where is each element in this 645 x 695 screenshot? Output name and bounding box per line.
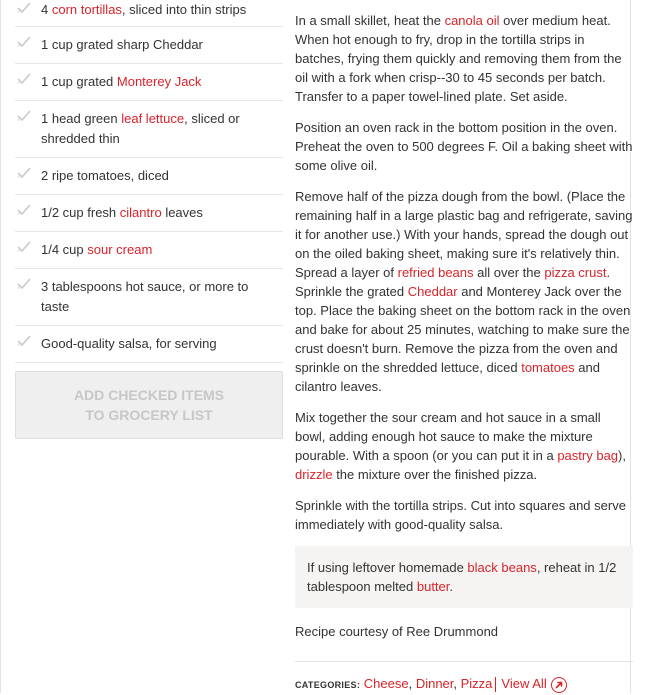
- category-comma: ,: [408, 676, 416, 691]
- ingredient-text: [41, 336, 217, 351]
- ingredient-item[interactable]: [15, 195, 283, 232]
- column-divider-left: [0, 0, 1, 693]
- grocery-button-line2: TO GROCERY LIST: [85, 407, 213, 423]
- text-segment: 1 cup grated: [41, 74, 117, 89]
- ingredient-text: [41, 2, 246, 17]
- category-link[interactable]: Dinner: [415, 676, 454, 691]
- tip-box: [295, 546, 633, 608]
- ingredient-list: [15, 0, 283, 363]
- text-segment: , sliced or shredded thin: [41, 111, 240, 146]
- text-segment: and Monterey Jack over the top. Place the baking sheet on the bottom rack in the oven and bake for about 25 minutes, watching to make sure the crust doesn't burn. Remove the pizza from the oven and sprinkle on the shredded lettuce, diced: [295, 284, 631, 375]
- checkmark-icon[interactable]: [17, 72, 31, 86]
- text-segment: If using leftover homemade: [307, 560, 468, 575]
- recipe-courtesy: Recipe courtesy of Ree Drummond: [295, 624, 499, 639]
- term-link[interactable]: pastry bag: [557, 448, 619, 463]
- ingredient-item[interactable]: [15, 27, 283, 64]
- ingredient-item[interactable]: [15, 326, 283, 363]
- text-segment: over medium heat. When hot enough to fry, drop in the tortilla strips in batches, frying them quickly and removing them from the oil with a fork when crisp--30 to 45 seconds per batch. Transfer to a paper towel-lined plate. Set aside.: [295, 13, 622, 104]
- text-segment: , reheat in 1/2 tablespoon melted: [307, 560, 617, 594]
- text-segment: .: [449, 579, 454, 594]
- view-all-link[interactable]: View All: [501, 676, 547, 691]
- add-to-grocery-list-button[interactable]: [15, 371, 283, 439]
- term-link[interactable]: tomatoes: [521, 360, 575, 375]
- ingredient-link[interactable]: cilantro: [119, 205, 162, 220]
- ingredient-link[interactable]: corn tortillas: [51, 2, 122, 17]
- term-link[interactable]: black beans: [467, 560, 537, 575]
- text-segment: Good-quality salsa, for serving: [41, 336, 217, 351]
- text-segment: all over the: [473, 265, 545, 280]
- text-segment: , sliced into thin strips: [121, 2, 247, 17]
- direction-step: [295, 11, 633, 106]
- checkmark-icon[interactable]: [17, 277, 31, 291]
- ingredient-text: [41, 205, 203, 220]
- direction-step: [295, 496, 633, 534]
- text-segment: 1/2 cup fresh: [41, 205, 120, 220]
- term-link[interactable]: drizzle: [295, 467, 333, 482]
- checkmark-icon[interactable]: [17, 1, 31, 15]
- direction-step: [295, 187, 633, 396]
- grocery-button-line1: ADD CHECKED ITEMS: [73, 387, 225, 403]
- direction-step: [295, 408, 633, 484]
- ingredient-text: [41, 37, 203, 52]
- text-segment: 3 tablespoons hot sauce, or more to taste: [41, 279, 249, 314]
- text-segment: 1 cup grated sharp Cheddar: [41, 37, 203, 52]
- ingredient-item[interactable]: [15, 0, 283, 27]
- text-segment: 4: [41, 2, 52, 17]
- ingredient-item[interactable]: [15, 158, 283, 195]
- checkmark-icon[interactable]: [17, 109, 31, 123]
- ingredient-link[interactable]: sour cream: [87, 242, 153, 257]
- checkmark-icon[interactable]: [17, 334, 31, 348]
- text-segment: In a small skillet, heat the: [295, 13, 445, 28]
- category-link[interactable]: Pizza: [460, 676, 493, 691]
- text-segment: Position an oven rack in the bottom position in the oven. Preheat the oven to 500 degrees F. Oil a baking sheet with some olive oil.: [295, 120, 633, 173]
- arrow-up-right-icon[interactable]: [551, 677, 567, 693]
- text-segment: Mix together the sour cream and hot sauce in a small bowl, adding enough hot sauce to make the mixture pourable. With a spoon (or you can put it in a: [295, 410, 601, 463]
- ingredient-item[interactable]: [15, 232, 283, 269]
- text-segment: leaves: [161, 205, 203, 220]
- ingredient-item[interactable]: [15, 64, 283, 101]
- categories-separator: [495, 677, 496, 692]
- text-segment: and cilantro leaves.: [295, 360, 600, 394]
- term-link[interactable]: canola oil: [444, 13, 500, 28]
- categories-divider: [295, 661, 633, 662]
- category-comma: ,: [453, 676, 461, 691]
- term-link[interactable]: butter: [416, 579, 450, 594]
- categories-row: [295, 674, 633, 695]
- direction-steps: [295, 11, 633, 534]
- text-segment: 2 ripe tomatoes, diced: [41, 168, 169, 183]
- ingredient-text: [41, 74, 201, 89]
- directions-section: [295, 11, 633, 695]
- text-segment: the mixture over the finished pizza.: [332, 467, 538, 482]
- ingredient-item[interactable]: [15, 269, 283, 326]
- text-segment: Remove half of the pizza dough from the bowl. (Place the remaining half in a large plastic bag and refrigerate, saving it for another use.) With your hands, spread the dough out on the oiled baking sheet, making sure it's relatively thin. Spread a layer of: [295, 189, 633, 280]
- ingredient-link[interactable]: leaf lettuce: [121, 111, 185, 126]
- text-segment: ),: [618, 448, 626, 463]
- checkmark-icon[interactable]: [17, 240, 31, 254]
- ingredient-text: [41, 111, 240, 146]
- text-segment: 1/4 cup: [41, 242, 88, 257]
- term-link[interactable]: pizza crust: [544, 265, 607, 280]
- text-segment: 1 head green: [41, 111, 122, 126]
- categories-label: CATEGORIES:: [295, 680, 361, 690]
- category-links: [364, 676, 493, 691]
- ingredients-section: [15, 0, 283, 439]
- ingredient-text: [41, 168, 169, 183]
- text-segment: . Sprinkle the grated: [295, 265, 611, 299]
- ingredient-item[interactable]: [15, 101, 283, 158]
- text-segment: Sprinkle with the tortilla strips. Cut into squares and serve immediately with good-quality salsa.: [295, 498, 626, 532]
- term-link[interactable]: refried beans: [397, 265, 474, 280]
- term-link[interactable]: Cheddar: [407, 284, 458, 299]
- checkmark-icon[interactable]: [17, 203, 31, 217]
- ingredient-text: [41, 242, 152, 257]
- ingredient-text: [41, 279, 248, 314]
- category-link[interactable]: Cheese: [363, 676, 409, 691]
- checkmark-icon[interactable]: [17, 35, 31, 49]
- direction-step: [295, 118, 633, 175]
- ingredient-link[interactable]: Monterey Jack: [116, 74, 202, 89]
- checkmark-icon[interactable]: [17, 166, 31, 180]
